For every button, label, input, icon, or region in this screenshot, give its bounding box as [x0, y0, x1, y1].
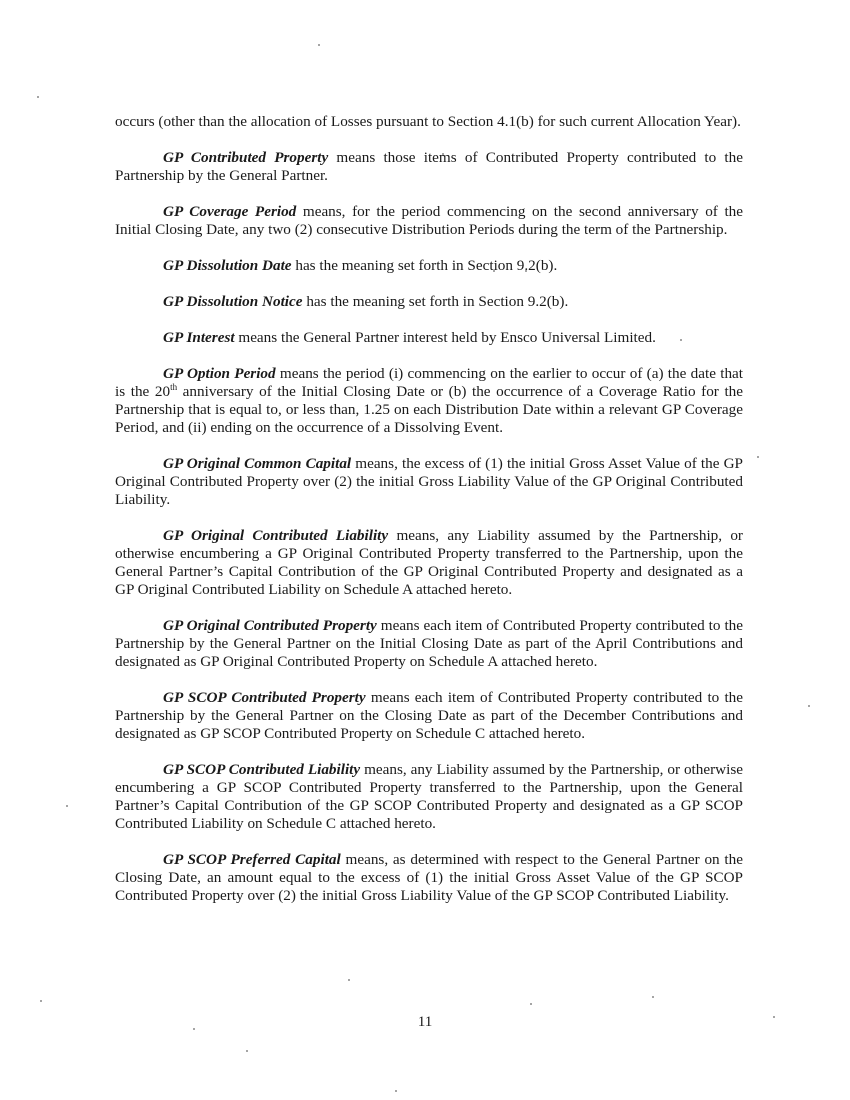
- definition-gp-scop-contributed-property: [115, 689, 743, 743]
- definition-gp-option-period: [115, 365, 743, 437]
- page-number: 11: [417, 1013, 433, 1030]
- document-body: [115, 113, 743, 923]
- scan-speck: [246, 1050, 248, 1052]
- definition-text: means, the excess of (1) the initial Gross Asset Value of the GP Original Contributed Property over (2) the initial Gross Liability Value of the GP Original Contributed Liability.: [115, 455, 743, 508]
- scan-speck: [395, 1090, 397, 1092]
- scan-speck: [530, 1003, 532, 1005]
- definition-gp-contributed-property: [115, 149, 743, 185]
- scan-speck: [808, 705, 810, 707]
- defined-term: GP SCOP Contributed Property: [163, 689, 366, 706]
- defined-term: GP SCOP Contributed Liability: [163, 761, 361, 778]
- definition-text: has the meaning set forth in Section 9.2(b).: [302, 293, 569, 310]
- defined-term: GP Interest: [163, 329, 235, 346]
- defined-term: GP Original Contributed Liability: [163, 527, 389, 544]
- paragraph-text: occurs (other than the allocation of Losses pursuant to Section 4.1(b) for such current Allocation Year).: [115, 113, 741, 130]
- scan-speck: [66, 805, 68, 807]
- defined-term: GP Contributed Property: [163, 149, 329, 166]
- definition-text: means those items of Contributed Property contributed to the Partnership by the General Partner.: [115, 149, 743, 184]
- definition-text: means each item of Contributed Property contributed to the Partnership by the General Partner on the Closing Date as part of the December Contributions and designated as GP SCOP Contributed Property on Schedule C attached hereto.: [115, 689, 744, 742]
- definition-gp-original-contributed-liability: [115, 527, 743, 599]
- definition-text: has the meaning set forth in Section 9.2(b).: [291, 257, 558, 274]
- definition-gp-scop-contributed-liability: [115, 761, 743, 833]
- continuation-paragraph: [115, 113, 743, 131]
- defined-term: GP SCOP Preferred Capital: [163, 851, 341, 868]
- definition-gp-dissolution-date: [115, 257, 743, 275]
- definition-gp-original-contributed-property: [115, 617, 743, 671]
- ordinal-suffix: th: [170, 381, 178, 392]
- definition-text: means, for the period commencing on the second anniversary of the Initial Closing Date, any two (2) consecutive Distribution Periods during the term of the Partnership.: [115, 203, 743, 238]
- scan-speck: [37, 96, 39, 98]
- definition-text: means the General Partner interest held by Ensco Universal Limited.: [234, 329, 656, 346]
- defined-term: GP Original Contributed Property: [163, 617, 377, 634]
- defined-term: GP Dissolution Notice: [163, 293, 303, 310]
- definition-text: means the period (i) commencing on the earlier to occur of (a) the date that is the 20: [115, 365, 743, 400]
- scan-speck: [652, 996, 654, 998]
- definition-text: means, as determined with respect to the General Partner on the Closing Date, an amount equal to the excess of (1) the initial Gross Asset Value of the GP SCOP Contributed Property over (2) the initial Gross Liability Value of the GP SCOP Contributed Liability.: [115, 851, 743, 904]
- definition-text: means, any Liability assumed by the Partnership, or otherwise encumbering a GP Original Contributed Property transferred to the Partnership, upon the General Partner’s Capital Contribution of the GP Original Contributed Property and designated as a GP Original Contributed Liability on Schedule A attached hereto.: [115, 527, 743, 598]
- defined-term: GP Coverage Period: [163, 203, 297, 220]
- defined-term: GP Dissolution Date: [163, 257, 292, 274]
- scan-speck: [348, 979, 350, 981]
- definition-gp-scop-preferred-capital: [115, 851, 743, 905]
- definition-gp-interest: [115, 329, 743, 347]
- definition-text: means each item of Contributed Property contributed to the Partnership by the General Partner on the Initial Closing Date as part of the April Contributions and designated as GP Original Contributed Property on Schedule A attached hereto.: [115, 617, 743, 670]
- definition-text: means, any Liability assumed by the Partnership, or otherwise encumbering a GP SCOP Contributed Property transferred to the Partnership, upon the General Partner’s Capital Contribution of the GP SCOP Contributed Property and designated as a GP SCOP Contributed Liability on Schedule C attached hereto.: [115, 761, 744, 832]
- definition-gp-dissolution-notice: [115, 293, 743, 311]
- scan-speck: [40, 1000, 42, 1002]
- defined-term: GP Option Period: [163, 365, 276, 382]
- definition-gp-coverage-period: [115, 203, 743, 239]
- scan-speck: [757, 456, 759, 458]
- definition-gp-original-common-capital: [115, 455, 743, 509]
- definition-text-continued: anniversary of the Initial Closing Date or (b) the occurrence of a Coverage Ratio for the Partnership that is equal to, or less than, 1.25 on each Distribution Date within a relevant GP Coverage Period, and (ii) ending on the occurrence of a Dissolving Event.: [115, 383, 744, 436]
- defined-term: GP Original Common Capital: [163, 455, 352, 472]
- scan-speck: [318, 44, 320, 46]
